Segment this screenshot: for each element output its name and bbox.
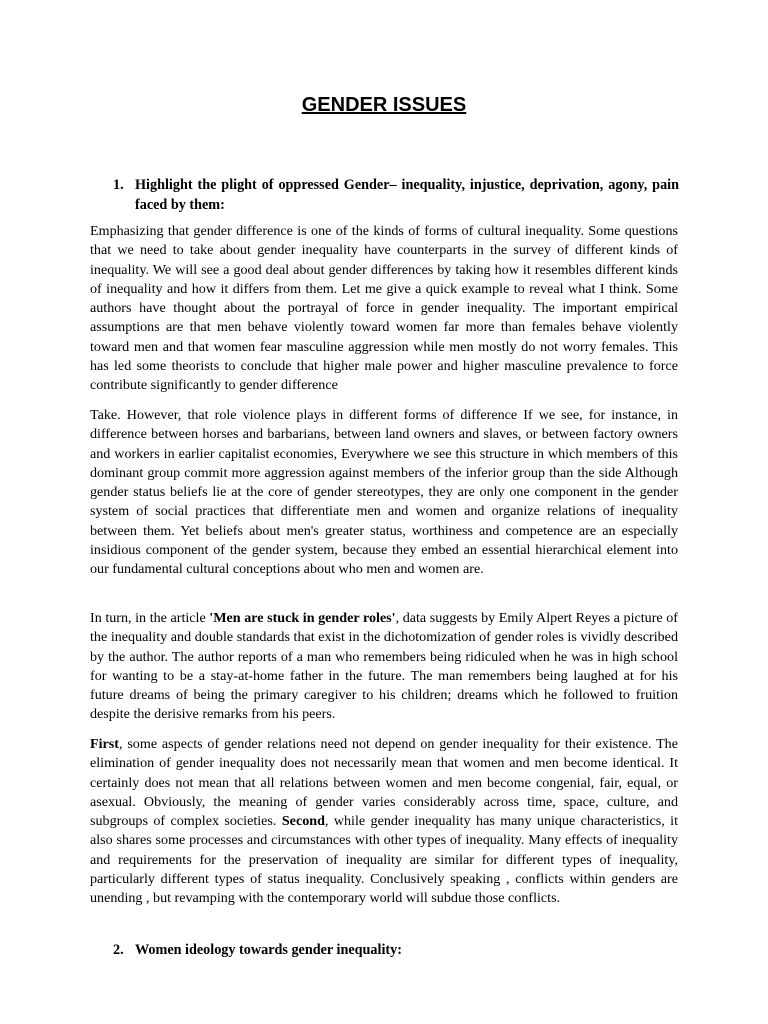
second-label: Second — [281, 813, 325, 830]
page-title: GENDER ISSUES — [301, 94, 467, 116]
first-label: First — [90, 736, 119, 752]
paragraph-3-intro: In turn, in the article — [90, 610, 210, 626]
paragraph-4-body-2: , while gender inequality has many unique characteristics, it also shares some processes and circumstances with other types of inequality. Many effects of inequality and requirements for the preservation of inequality are similar for different types of inequality, particularly different types of status inequality. Conclusively speaking , conflicts within genders are unending , but revamping with the contemporary world will subdue those conflicts. — [90, 813, 678, 907]
section-heading-2 — [113, 940, 679, 960]
paragraph-4 — [90, 735, 678, 909]
paragraph-1: Emphasizing that gender difference is one of the kinds of forms of cultural inequality. Some questions that we need to take about gender inequality have counterparts in the survey of different kinds of inequality. We will see a good deal about gender differences by taking how it resembles different kinds of inequality and how it differs from them. Let me give a quick example to reveal what I think. Some authors have thought about the portrayal of force in gender inequality. The important empirical assumptions are that men behave violently toward women far more than females behave violently toward men and that women fear masculine aggression while men mostly do not worry females. This has led some theorists to conclude that higher male power and higher masculine prevalence to force contribute significantly to gender difference — [90, 223, 678, 394]
section-heading-1 — [113, 175, 679, 215]
section-number: 1. — [113, 177, 124, 193]
section-heading-text: Highlight the plight of oppressed Gender– inequality, injustice, deprivation, agony, pain faced by them: — [135, 177, 679, 213]
paragraph-4-body-1: , some aspects of gender relations need not depend on gender inequality for their existence. The elimination of gender inequality does not necessarily mean that women and men become identical. It certainly does not mean that all relations between women and men become congenial, fair, equal, or asexual. Obviously, the meaning of gender varies considerably across time, space, culture, and subgroups of complex societies. — [90, 736, 678, 830]
paragraph-3-body: , data suggests by Emily Alpert Reyes a picture of the inequality and double standards that exist in the dichotomization of gender roles is vividly described by the author. The author reports of a man who remembers being ridiculed when he was in high school for wanting to be a stay-at-home father in the future. The man remembers being laughed at for his future dreams of being the primary caregiver to his children; dreams which he followed to fruition despite the derisive remarks from his peers. — [90, 610, 678, 723]
section-number: 2. — [113, 942, 124, 958]
section-heading-text: Women ideology towards gender inequality: — [135, 942, 402, 958]
article-title: 'Men are stuck in gender roles' — [209, 610, 396, 626]
paragraph-2: Take. However, that role violence plays in different forms of difference If we see, for instance, in difference between horses and barbarians, between land owners and slaves, or between factory owners and workers in earlier capitalist economies, Everywhere we see this structure in which members of this dominant group commit more aggression against members of the inferior group than the side Although gender status beliefs lie at the core of gender stereotypes, they are only one component in the gender system of social practices that differentiate men and women and organize relations of inequality between them. Yet beliefs about men's greater status, worthiness and competence are an especially insidious component of the gender system, because they embed an essential hierarchical element into our fundamental cultural conceptions about who men and women are. — [90, 407, 678, 578]
paragraph-3 — [90, 609, 678, 725]
